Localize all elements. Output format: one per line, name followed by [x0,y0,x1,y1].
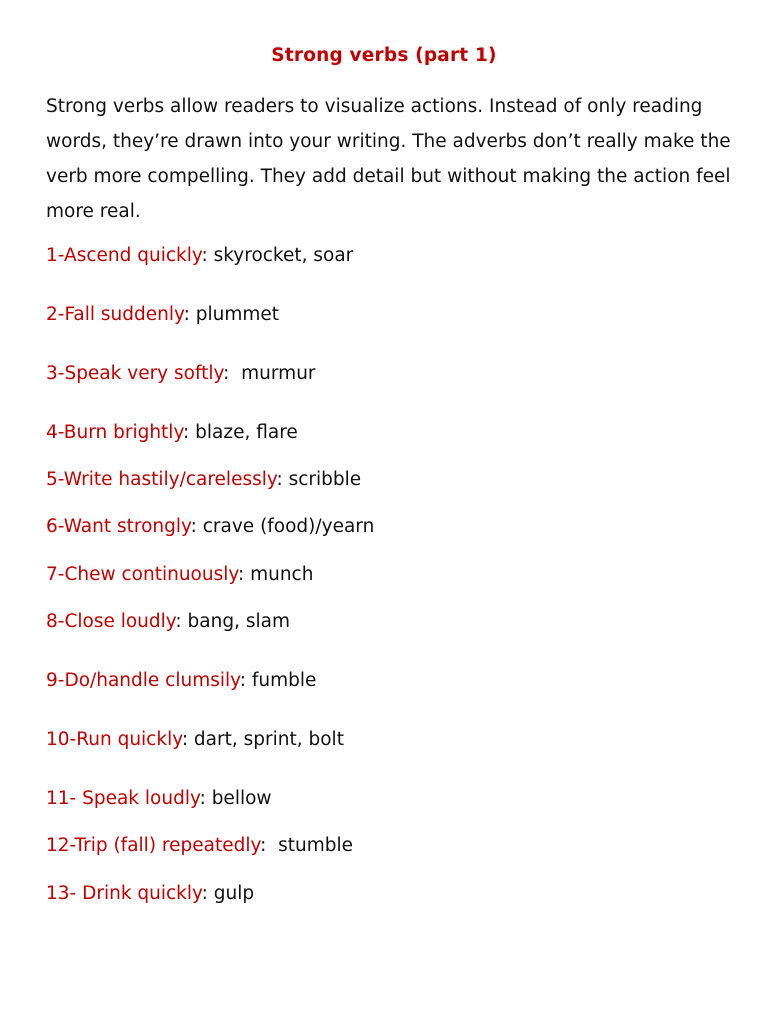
list-item [46,835,353,856]
verb-phrase: 6-Want strongly [46,516,191,537]
verb-phrase: 7-Chew continuously [46,564,238,585]
list-item [46,422,298,443]
list-item [46,788,272,809]
strong-verb: : murmur [223,363,316,384]
list-item [46,729,344,750]
list-item [46,611,290,632]
list-item [46,469,361,490]
list-item [46,670,316,691]
page-title: Strong verbs (part 1) [271,45,497,66]
strong-verb: : dart, sprint, bolt [181,729,344,750]
list-item [46,245,353,266]
strong-verb: : blaze, flare [183,422,298,443]
intro-paragraph: Strong verbs allow readers to visualize actions. Instead of only reading words, they’re drawn into your writing. The adverbs don’t really make the verb more compelling. They add detail but without making the action feel more real. [46,96,731,222]
verb-phrase: 10-Run quickly [46,729,182,750]
strong-verb: : munch [237,564,314,585]
list-item [46,363,316,384]
verb-phrase: 4-Burn brightly [46,422,184,443]
strong-verb: : crave (food)/yearn [190,516,375,537]
strong-verb: : bellow [199,788,272,809]
verb-phrase: 13- Drink quickly [46,883,202,904]
verb-phrase: 2-Fall suddenly [46,304,184,325]
verb-phrase: 9-Do/handle clumsily [46,670,240,691]
verb-phrase: 5-Write hastily/carelessly [46,469,277,490]
strong-verb: : skyrocket, soar [201,245,354,266]
verb-phrase: 3-Speak very softly [46,363,224,384]
list-item [46,564,313,585]
verb-phrase: 1-Ascend quickly [46,245,202,266]
verb-phrase: 12-Trip (fall) repeatedly [46,835,261,856]
list-item [46,516,374,537]
strong-verb: : gulp [201,883,255,904]
strong-verb: : bang, slam [175,611,290,632]
list-item [46,304,279,325]
verb-phrase: 11- Speak loudly [46,788,200,809]
strong-verb: : plummet [183,304,279,325]
list-item [46,883,254,904]
strong-verb: : stumble [260,835,353,856]
strong-verb: : fumble [239,670,317,691]
strong-verb: : scribble [276,469,362,490]
verb-phrase: 8-Close loudly [46,611,176,632]
